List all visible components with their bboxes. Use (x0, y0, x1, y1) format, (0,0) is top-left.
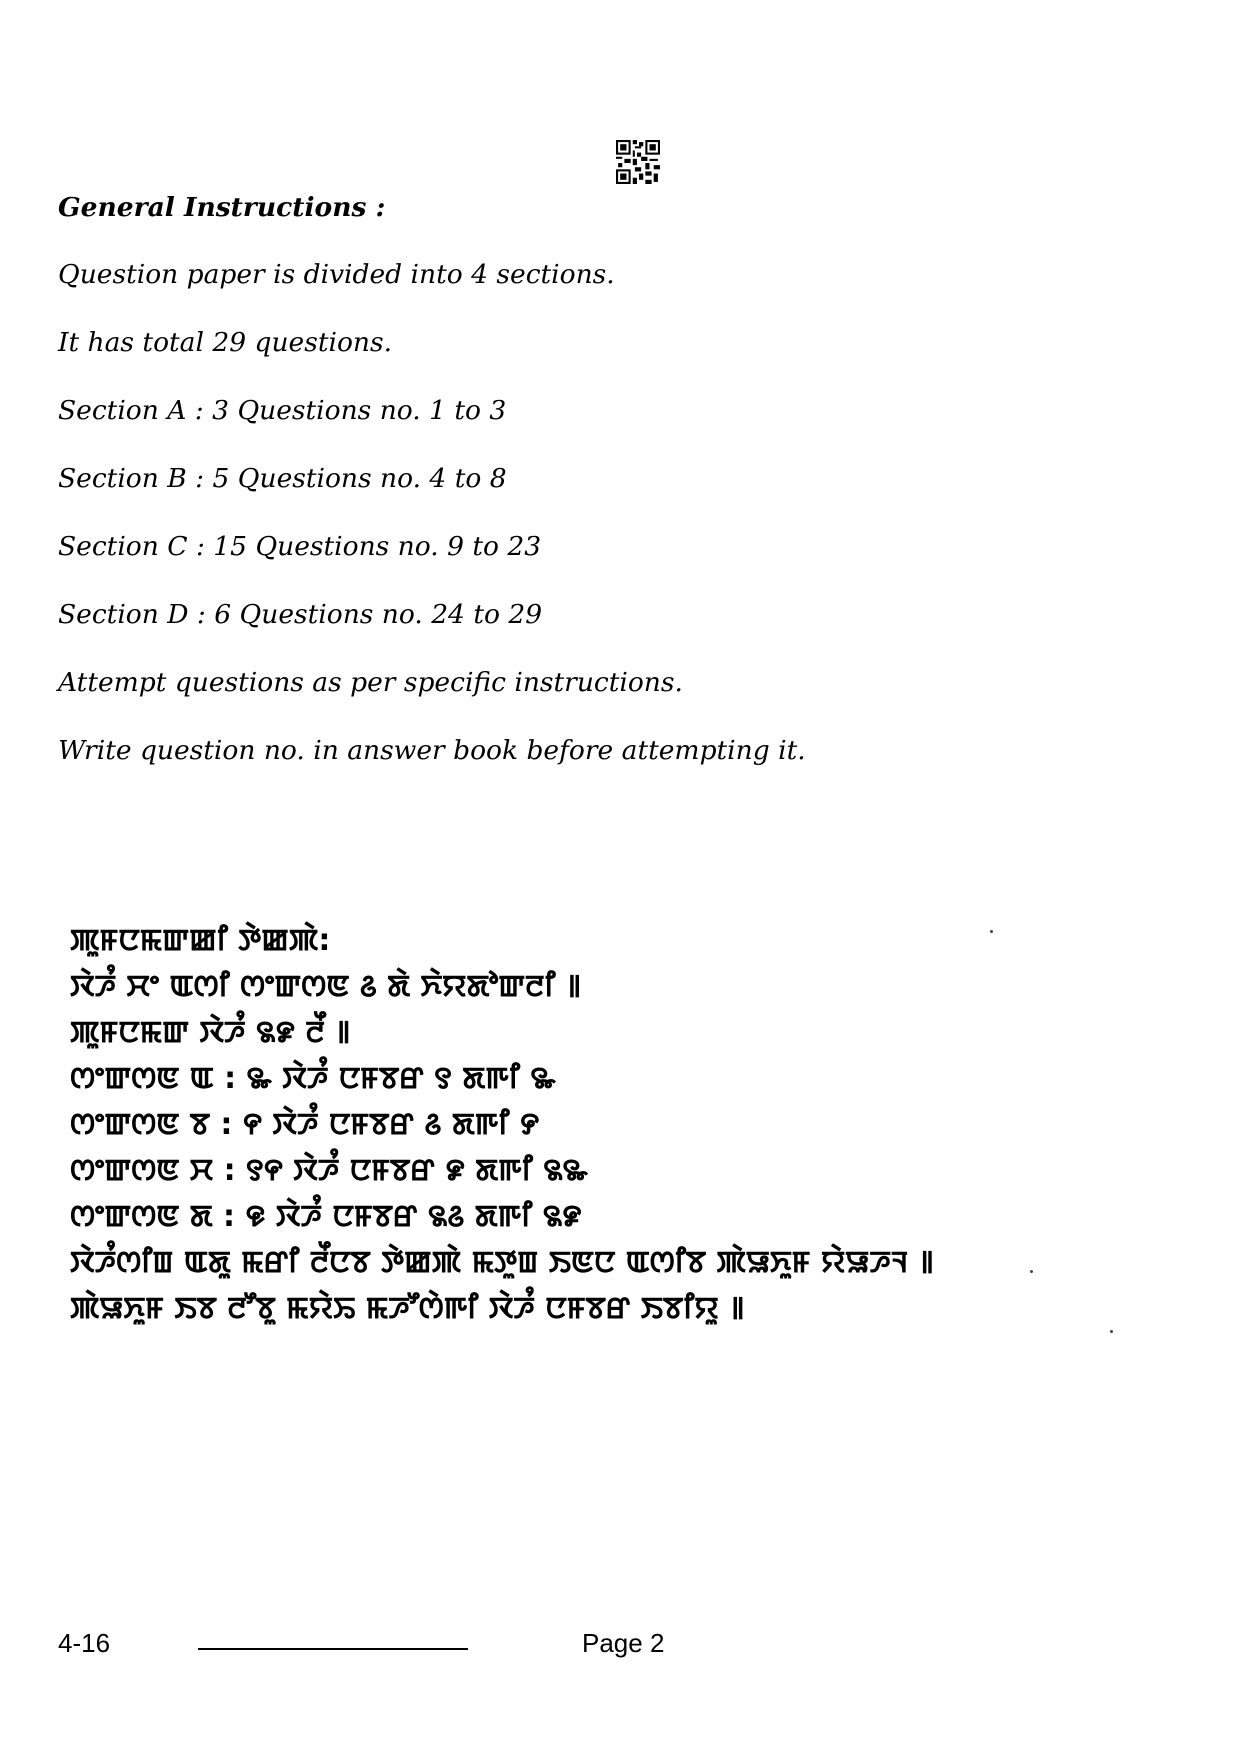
english-line: Section A : 3 Questions no. 1 to 3 (58, 395, 507, 426)
page-number: Page 2 (582, 1628, 665, 1658)
meitei-heading: ꯄꯨꯝꯅꯃꯛꯀꯤ ꯇꯥꯀꯄꯥ: (70, 923, 331, 958)
footer-rule (198, 1648, 468, 1650)
scan-speck (1110, 1330, 1113, 1333)
meitei-line: ꯁꯦꯛꯁꯟ ꯆ : ꯱꯵ ꯋꯥꯍꯪ ꯅꯝꯕꯔ ꯹ ꯗꯒꯤ ꯲꯳ (70, 1153, 588, 1188)
meitei-line: ꯋꯥꯍꯪ ꯆꯦ ꯑꯁꯤ ꯁꯦꯛꯁꯟ ꯴ ꯗꯥ ꯈꯥꯌꯗꯣꯛꯂꯤ ꯫ (70, 969, 582, 1004)
meitei-line: ꯋꯥꯍꯪꯁꯤꯡ ꯑꯗꯨ ꯃꯔꯤ ꯂꯩꯅꯕ ꯇꯥꯀꯄꯥ ꯃꯇꯨꯡ ꯏꯟꯅ ꯑꯁꯤꯕ ꯄꯥꯎꯈꯨꯝ ꯌꯥꯎꯍꯜ ꯫ (70, 1245, 934, 1280)
english-line: Section B : 5 Questions no. 4 to 8 (58, 463, 507, 494)
page-footer (0, 1628, 1241, 1668)
scan-speck (1030, 1270, 1033, 1273)
english-line: It has total 29 questions. (58, 327, 393, 358)
meitei-line: ꯁꯦꯛꯁꯟ ꯗ : ꯶ ꯋꯥꯍꯪ ꯅꯝꯕꯔ ꯲꯴ ꯗꯒꯤ ꯲꯹ (70, 1199, 582, 1234)
paper-code: 4-16 (58, 1628, 111, 1658)
meitei-line: ꯁꯦꯛꯁꯟ ꯕ : ꯵ ꯋꯥꯍꯪ ꯅꯝꯕꯔ ꯴ ꯗꯒꯤ ꯸ (70, 1107, 540, 1142)
english-instructions (58, 190, 1178, 801)
english-heading: General Instructions : (58, 192, 386, 223)
scan-speck (990, 930, 993, 933)
english-line: Attempt questions as per specific instructions. (58, 667, 683, 698)
meitei-line: ꯄꯥꯎꯈꯨꯝ ꯏꯕ ꯂꯧꯕꯨ ꯃꯌꯥꯢ ꯃꯍꯧꯁꯥꯒꯤ ꯋꯥꯍꯪ ꯅꯝꯕꯔ ꯏꯕꯤꯌꯨ ꯫ (70, 1291, 745, 1326)
meitei-line: ꯁꯦꯛꯁꯟ ꯑ : ꯳ ꯋꯥꯍꯪ ꯅꯝꯕꯔ ꯱ ꯗꯒꯤ ꯳ (70, 1061, 556, 1096)
english-line: Write question no. in answer book before attempting it. (58, 735, 806, 766)
english-line: Question paper is divided into 4 sections. (58, 259, 615, 290)
qr-code (616, 140, 660, 184)
meitei-line: ꯄꯨꯝꯅꯃꯛ ꯋꯥꯍꯪ ꯲꯹ ꯂꯩ ꯫ (70, 1015, 351, 1050)
english-line: Section C : 15 Questions no. 9 to 23 (58, 531, 542, 562)
meitei-instructions (70, 918, 1190, 1332)
english-line: Section D : 6 Questions no. 24 to 29 (58, 599, 543, 630)
